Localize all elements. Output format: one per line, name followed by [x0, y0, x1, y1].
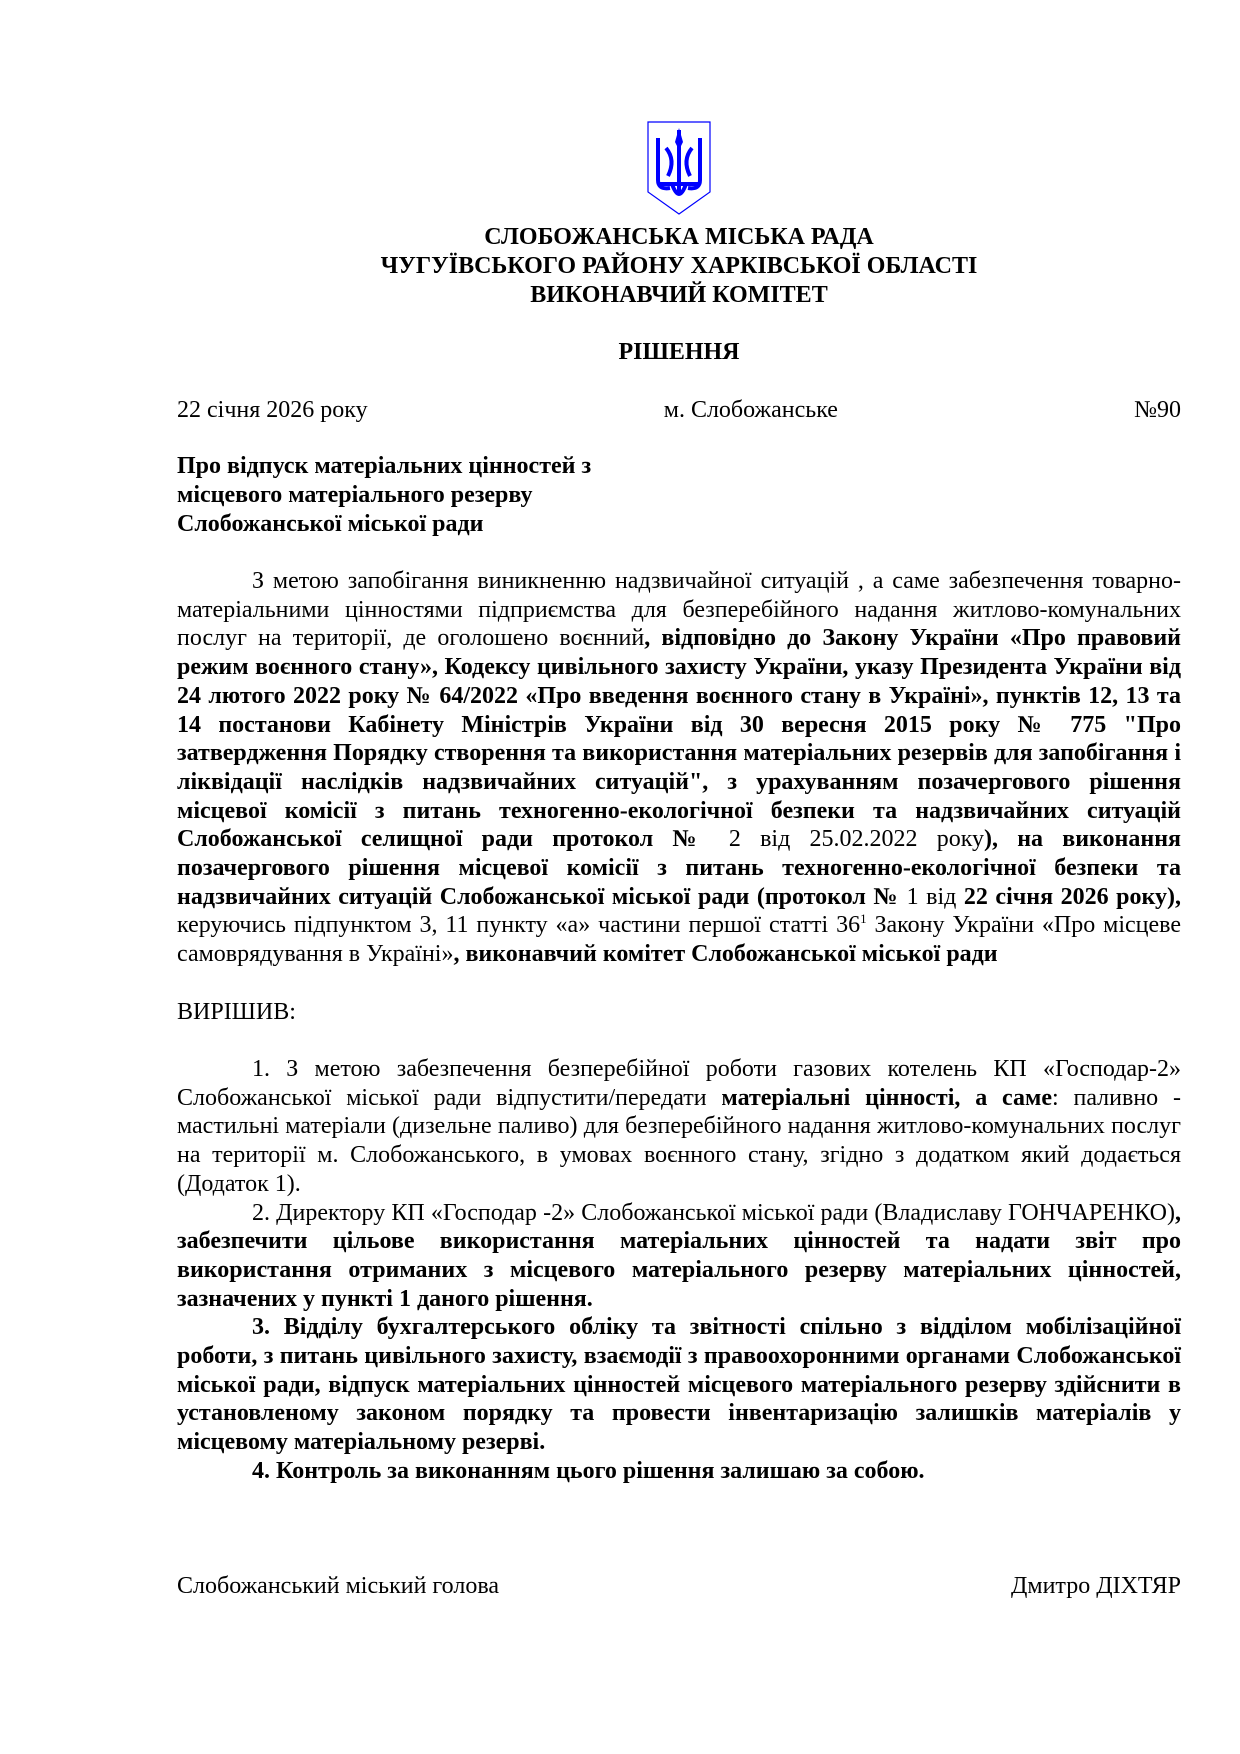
- preamble: [177, 567, 1181, 969]
- item-text: матеріальні цінності, а саме: [721, 1084, 1052, 1111]
- item-text: 3. Відділу бухгалтерського обліку та звітності спільно з відділом мобілізаційної роботи, з питань цивільного захисту, взаємодії з правоохоронними органами Слобожанської міської ради, відпуск матеріальних цінностей місцевого матеріального резерву здійснити в установленому законом порядку та провести інвентаризацію залишків матеріалів у місцевому матеріальному резерві.: [177, 1314, 1181, 1456]
- title-line: місцевого матеріального резерву: [177, 482, 533, 508]
- title-line: Про відпуск матеріальних цінностей з: [177, 453, 592, 479]
- preamble-text: , виконавчий комітет Слобожанської міської ради: [453, 941, 998, 968]
- resolution-item-3: [177, 1313, 1181, 1457]
- item-text: : паливно - мастильні матеріали (дизельне паливо) для безперебійного надання житлово-комунальних послуг на території м. Слобожанського, в умовах воєнного стану, згідно з додатком який додається (Додаток 1).: [177, 1084, 1181, 1197]
- council-name: СЛОБОЖАНСЬКА МІСЬКА РАДА: [484, 224, 874, 250]
- item-text: 4. Контроль за виконанням цього рішення залишаю за собою.: [252, 1457, 925, 1484]
- resolved-label: ВИРІШИВ:: [177, 999, 296, 1025]
- title-line: Слобожанської міської ради: [177, 511, 484, 537]
- document-number: №90: [1134, 397, 1181, 423]
- signatory-position: Слобожанський міський голова: [177, 1573, 499, 1599]
- resolution-item-1: [177, 1055, 1181, 1199]
- document-type: РІШЕННЯ: [618, 339, 740, 365]
- signature-block: [177, 1572, 1181, 1601]
- preamble-text: 2 від 25.02.2022 року: [709, 826, 985, 853]
- preamble-text: Закону України «Про місцеве самоврядування в Україні»: [177, 912, 1181, 968]
- document-meta: [177, 396, 1181, 425]
- preamble-text: З метою запобігання виникненню надзвичайної ситуацій , а саме забезпечення товарно-матеріальними цінностями підприємства для безперебійного надання житлово-комунальних послуг на території, де оголошено воєнний: [177, 568, 1181, 652]
- resolution-item-4: [177, 1457, 1181, 1486]
- resolution-items: [177, 1055, 1181, 1486]
- coat-of-arms-icon: [646, 120, 712, 216]
- superscript: 1: [860, 911, 867, 927]
- committee-name: ВИКОНАВЧИЙ КОМІТЕТ: [530, 282, 828, 308]
- preamble-text: керуючись підпунктом 3, 11 пункту «а» частини першої статті 36: [177, 912, 861, 939]
- item-text: 2. Директору КП «Господар -2» Слобожанської міської ради (Владиславу ГОНЧАРЕНКО): [252, 1199, 1175, 1226]
- preamble-text: , відповідно до Закону України «Про правовий режим воєнного стану», Кодексу цивільного захисту України, указу Президента України від 24 лютого 2022 року № 64/2022 «Про введення воєнного стану в Україні», пунктів 12, 13 та 14 постанови Кабінету Міністрів України від 30 вересня 2015 року № 775 "Про затвердження Порядку створення та використання матеріальних резервів для запобігання і ліквідації наслідків надзвичайних ситуацій", з урахуванням позачергового рішення місцевої комісії з питань техногенно-екологічної безпеки та надзвичайних ситуацій Слобожанської селищної ради протокол №: [177, 625, 1181, 853]
- item-text: 1. З метою забезпечення безперебійної роботи газових котелень КП «Господар-2» Слобожанської міської ради відпустити/передати: [177, 1056, 1181, 1111]
- resolution-item-2: [177, 1199, 1181, 1314]
- item-text: , забезпечити цільове використання матеріальних цінностей та надати звіт про використання отриманих з місцевого матеріального резерву матеріальних цінностей, зазначених у пункті 1 даного рішення.: [177, 1199, 1181, 1312]
- preamble-text: 22 січня 2026 року),: [963, 883, 1181, 910]
- signatory-name: Дмитро ДІХТЯР: [1011, 1573, 1181, 1599]
- document-place: м. Слобожанське: [663, 397, 838, 423]
- document-title: [177, 452, 591, 539]
- preamble-text: ), на виконання позачергового рішення місцевої комісії з питань техногенно-екологічної безпеки та надзвичайних ситуацій Слобожанської міської ради (протокол №: [177, 826, 1182, 910]
- preamble-text: 1 від: [899, 883, 964, 910]
- district-name: ЧУГУЇВСЬКОГО РАЙОНУ ХАРКІВСЬКОЇ ОБЛАСТІ: [380, 253, 978, 279]
- document-date: 22 січня 2026 року: [177, 397, 368, 423]
